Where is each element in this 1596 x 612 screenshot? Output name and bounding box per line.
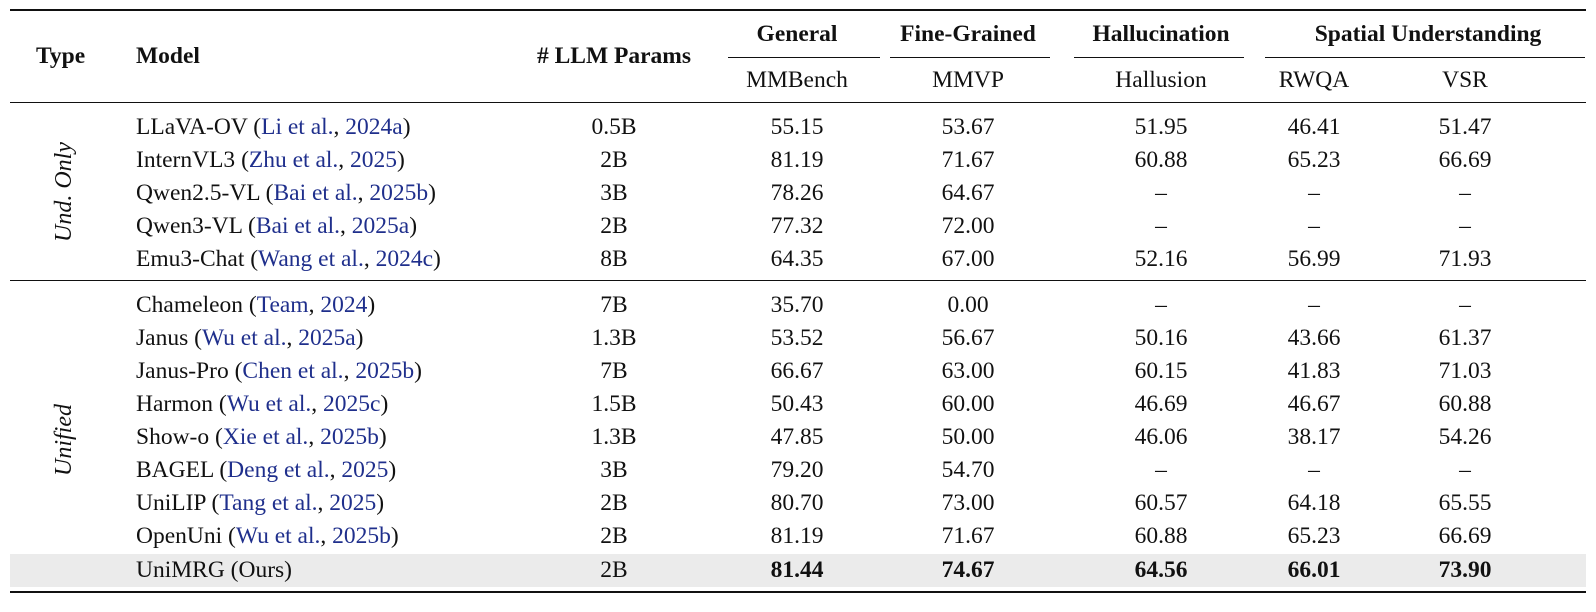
model-name: Janus <box>136 325 189 351</box>
vsr-score-cell: 60.88 <box>1438 391 1492 417</box>
group-spatial: Spatial Understanding <box>1314 21 1542 47</box>
header-rule <box>10 102 1586 103</box>
vsr-score-cell: – <box>1459 457 1471 483</box>
vsr-score-cell: 51.47 <box>1438 114 1492 140</box>
model-name-cell: Janus-Pro (Chen et al., 2025b) <box>136 358 422 384</box>
llm-params-cell: 7B <box>600 292 628 318</box>
citation-year[interactable]: 2025a <box>351 213 410 239</box>
model-name: LLaVA-OV <box>136 114 248 140</box>
citation-author[interactable]: Bai et al. <box>273 180 358 206</box>
mmbench-score-cell: 78.26 <box>770 180 824 206</box>
hallusion-score-cell: 64.56 <box>1134 557 1188 583</box>
bench-rwqa: RWQA <box>1278 67 1350 93</box>
hallusion-score-cell: 60.15 <box>1134 358 1188 384</box>
rwqa-score-cell: 46.67 <box>1287 391 1341 417</box>
llm-params-cell: 2B <box>600 213 628 239</box>
hallusion-score-cell: 52.16 <box>1134 246 1188 272</box>
vsr-score-cell: 71.93 <box>1438 246 1492 272</box>
mmbench-score-cell: 81.44 <box>770 557 824 583</box>
model-name: InternVL3 <box>136 147 236 173</box>
rwqa-score-cell: 65.23 <box>1287 147 1341 173</box>
model-name-cell: Show-o (Xie et al., 2025b) <box>136 424 387 450</box>
hallusion-score-cell: 60.88 <box>1134 147 1188 173</box>
hallusion-score-cell: 51.95 <box>1134 114 1188 140</box>
mmvp-score-cell: 72.00 <box>941 213 995 239</box>
llm-params-cell: 1.3B <box>591 424 637 450</box>
group-general: General <box>756 21 838 47</box>
model-header: Model <box>136 43 200 69</box>
hallusion-score-cell: 46.69 <box>1134 391 1188 417</box>
rwqa-score-cell: 43.66 <box>1287 325 1341 351</box>
model-name-cell: Qwen3-VL (Bai et al., 2025a) <box>136 213 418 239</box>
model-name: UniLIP <box>136 490 206 516</box>
bench-mmvp: MMVP <box>932 67 1004 93</box>
llm-params-header: # LLM Params <box>536 43 692 69</box>
llm-params-cell: 0.5B <box>591 114 637 140</box>
citation-year[interactable]: 2024 <box>320 292 368 318</box>
mmbench-score-cell: 77.32 <box>770 213 824 239</box>
rwqa-score-cell: – <box>1308 457 1320 483</box>
citation-author[interactable]: Li et al. <box>261 114 334 140</box>
vsr-score-cell: 73.90 <box>1438 557 1492 583</box>
type-label-unified: Unified <box>51 404 77 476</box>
type-header: Type <box>36 43 86 69</box>
rwqa-score-cell: – <box>1308 292 1320 318</box>
llm-params-cell: 2B <box>600 523 628 549</box>
vsr-score-cell: 54.26 <box>1438 424 1492 450</box>
rwqa-score-cell: 65.23 <box>1287 523 1341 549</box>
mmvp-score-cell: 64.67 <box>941 180 995 206</box>
model-name: Janus-Pro <box>136 358 229 384</box>
citation-author[interactable]: Xie et al. <box>222 424 309 450</box>
vsr-score-cell: – <box>1459 180 1471 206</box>
mmvp-score-cell: 73.00 <box>941 490 995 516</box>
vsr-score-cell: 61.37 <box>1438 325 1492 351</box>
llm-params-cell: 1.3B <box>591 325 637 351</box>
hallusion-score-cell: – <box>1155 457 1167 483</box>
rwqa-score-cell: 46.41 <box>1287 114 1341 140</box>
citation-author[interactable]: Tang et al. <box>219 490 318 516</box>
llm-params-cell: 2B <box>600 490 628 516</box>
mmvp-score-cell: 71.67 <box>941 523 995 549</box>
model-name-cell: BAGEL (Deng et al., 2025) <box>136 457 397 483</box>
mmvp-score-cell: 71.67 <box>941 147 995 173</box>
rwqa-score-cell: – <box>1308 213 1320 239</box>
fine-grained-underline <box>890 57 1050 58</box>
llm-params-cell: 7B <box>600 358 628 384</box>
llm-params-cell: 8B <box>600 246 628 272</box>
rwqa-score-cell: 56.99 <box>1287 246 1341 272</box>
rwqa-score-cell: 38.17 <box>1287 424 1341 450</box>
llm-params-cell: 3B <box>600 457 628 483</box>
vsr-score-cell: 71.03 <box>1438 358 1492 384</box>
citation-author[interactable]: Wu et al. <box>235 523 321 549</box>
model-name: Qwen3-VL <box>136 213 243 239</box>
citation-year[interactable]: 2025 <box>350 147 398 173</box>
model-name-cell: UniLIP (Tang et al., 2025) <box>136 490 385 516</box>
citation-author[interactable]: Wang et al. <box>258 246 364 272</box>
type-label-und-only: Und. Only <box>51 142 77 242</box>
hallusion-score-cell: 46.06 <box>1134 424 1188 450</box>
model-name: BAGEL <box>136 457 214 483</box>
citation-author[interactable]: Team <box>256 292 309 318</box>
llm-params-cell: 2B <box>600 557 628 583</box>
model-name: OpenUni <box>136 523 223 549</box>
citation-author[interactable]: Wu et al. <box>201 325 287 351</box>
citation-year[interactable]: 2025b <box>332 523 391 549</box>
spatial-underline <box>1265 57 1585 58</box>
mmbench-score-cell: 80.70 <box>770 490 824 516</box>
mmvp-score-cell: 74.67 <box>941 557 995 583</box>
results-table <box>10 0 1586 612</box>
vsr-score-cell: – <box>1459 292 1471 318</box>
mmbench-score-cell: 64.35 <box>770 246 824 272</box>
hallusion-score-cell: – <box>1155 292 1167 318</box>
mmbench-score-cell: 81.19 <box>770 523 824 549</box>
mmbench-score-cell: 81.19 <box>770 147 824 173</box>
model-name-cell: InternVL3 (Zhu et al., 2025) <box>136 147 405 173</box>
model-name-cell: LLaVA-OV (Li et al., 2024a) <box>136 114 411 140</box>
model-name-cell: Emu3-Chat (Wang et al., 2024c) <box>136 246 441 272</box>
mmvp-score-cell: 67.00 <box>941 246 995 272</box>
bench-vsr: VSR <box>1442 67 1488 93</box>
model-name: Qwen2.5-VL <box>136 180 260 206</box>
mmbench-score-cell: 47.85 <box>770 424 824 450</box>
mmvp-score-cell: 53.67 <box>941 114 995 140</box>
vsr-score-cell: 66.69 <box>1438 523 1492 549</box>
citation-year[interactable]: 2025 <box>329 490 377 516</box>
vsr-score-cell: 66.69 <box>1438 147 1492 173</box>
hallusion-score-cell: 60.88 <box>1134 523 1188 549</box>
rwqa-score-cell: 66.01 <box>1287 557 1341 583</box>
citation-year[interactable]: 2025b <box>355 358 415 384</box>
llm-params-cell: 1.5B <box>591 391 637 417</box>
model-name-cell: Qwen2.5-VL (Bai et al., 2025b) <box>136 180 436 206</box>
citation-author[interactable]: Deng et al. <box>227 457 330 483</box>
hallusion-score-cell: – <box>1155 213 1167 239</box>
citation-year[interactable]: 2025c <box>323 391 381 417</box>
bench-hallusion: Hallusion <box>1115 67 1207 93</box>
vsr-score-cell: 65.55 <box>1438 490 1492 516</box>
model-name: UniMRG (Ours) <box>136 557 293 583</box>
mmbench-score-cell: 66.67 <box>770 358 824 384</box>
citation-year[interactable]: 2025 <box>341 457 389 483</box>
group-hallucination: Hallucination <box>1092 21 1230 47</box>
citation-author[interactable]: Bai et al. <box>255 213 341 239</box>
mmvp-score-cell: 54.70 <box>941 457 995 483</box>
llm-params-cell: 3B <box>600 180 628 206</box>
mmbench-score-cell: 53.52 <box>770 325 824 351</box>
citation-year[interactable]: 2025b <box>369 180 429 206</box>
citation-author[interactable]: Zhu et al. <box>248 147 339 173</box>
mmbench-score-cell: 35.70 <box>770 292 824 318</box>
bench-mmbench: MMBench <box>746 67 848 93</box>
mmvp-score-cell: 0.00 <box>947 292 989 318</box>
hallucination-underline <box>1074 57 1244 58</box>
mmvp-score-cell: 50.00 <box>941 424 995 450</box>
mmvp-score-cell: 60.00 <box>941 391 995 417</box>
model-name-cell: Chameleon (Team, 2024) <box>136 292 376 318</box>
bottom-rule <box>10 591 1586 593</box>
citation-year[interactable]: 2024c <box>375 246 434 272</box>
model-name: Emu3-Chat <box>136 246 245 272</box>
vsr-score-cell: – <box>1459 213 1471 239</box>
section-rule <box>10 280 1586 281</box>
mmbench-score-cell: 55.15 <box>770 114 824 140</box>
mmbench-score-cell: 79.20 <box>770 457 824 483</box>
model-name: Chameleon <box>136 292 244 318</box>
hallusion-score-cell: 50.16 <box>1134 325 1188 351</box>
citation-year[interactable]: 2024a <box>345 114 403 140</box>
citation-year[interactable]: 2025a <box>298 325 356 351</box>
model-name-cell: Janus (Wu et al., 2025a) <box>136 325 364 351</box>
model-name-cell <box>136 555 292 585</box>
model-name-cell: Harmon (Wu et al., 2025c) <box>136 391 389 417</box>
rwqa-score-cell: 41.83 <box>1287 358 1341 384</box>
hallusion-score-cell: 60.57 <box>1134 490 1188 516</box>
rwqa-score-cell: – <box>1308 180 1320 206</box>
mmvp-score-cell: 63.00 <box>941 358 995 384</box>
mmbench-score-cell: 50.43 <box>770 391 824 417</box>
llm-params-cell: 2B <box>600 147 628 173</box>
citation-author[interactable]: Chen et al. <box>242 358 344 384</box>
top-rule <box>10 9 1586 11</box>
mmvp-score-cell: 56.67 <box>941 325 995 351</box>
citation-author[interactable]: Wu et al. <box>226 391 312 417</box>
model-name-cell: OpenUni (Wu et al., 2025b) <box>136 523 399 549</box>
hallusion-score-cell: – <box>1155 180 1167 206</box>
model-name: Show-o <box>136 424 210 450</box>
model-name: Harmon <box>136 391 214 417</box>
group-fine-grained: Fine-Grained <box>900 21 1036 47</box>
rwqa-score-cell: 64.18 <box>1287 490 1341 516</box>
general-underline <box>728 57 880 58</box>
citation-year[interactable]: 2025b <box>320 424 379 450</box>
